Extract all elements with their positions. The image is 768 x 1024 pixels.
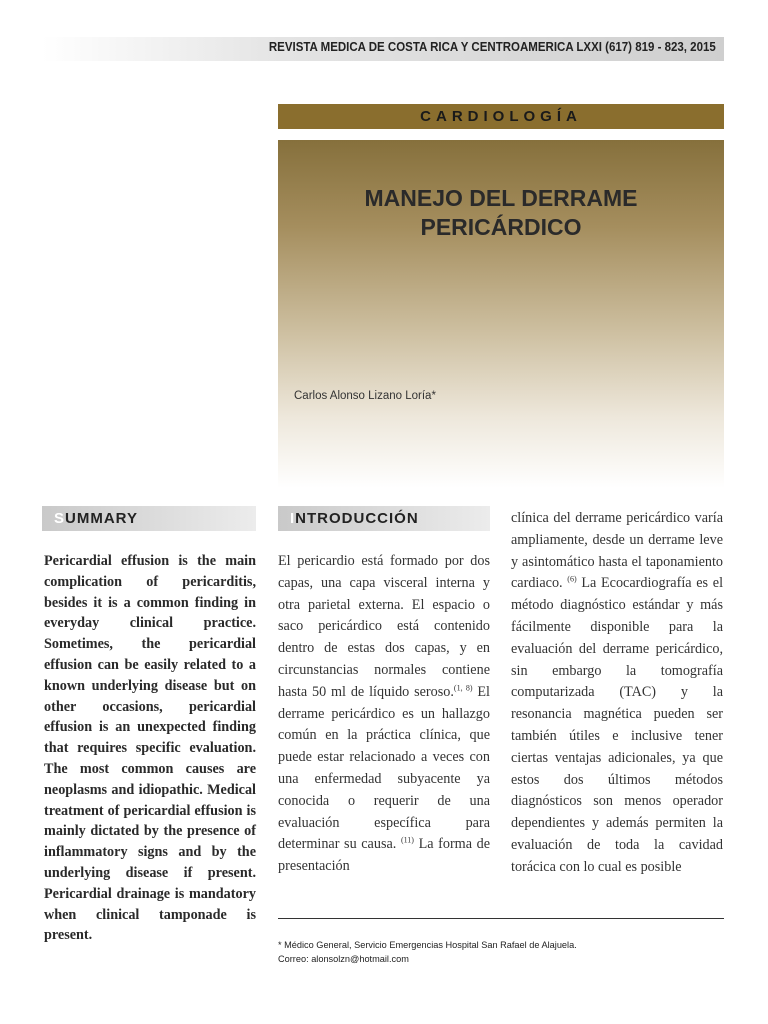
reference-1: (1, 8) xyxy=(453,683,473,693)
footnote-divider xyxy=(278,918,724,919)
intro-heading: INTRODUCCIÓN xyxy=(290,510,419,527)
intro-column-2-part-a: clínica del derrame pericárdico varía ampliamente, desde un derrame leve y asintomático hasta el taponamiento cardiaco. xyxy=(511,510,723,592)
journal-citation: REVISTA MEDICA DE COSTA RICA Y CENTROAMERICA LXXI (617) 819 - 823, 2015 xyxy=(269,40,716,54)
intro-column-2-part-b: La Ecocardiografía es el método diagnóstico estándar y más fácilmente disponible para la evaluación del derrame pericárdico, sin embargo la tomografía computarizada (TAC) y la resonancia magnética pueden ser también útiles e inclusive tener ciertas ventajas adicionales, ya que estos dos últimos métodos diagnósticos son menos operador dependientes y además permiten la evaluación de toda la cavidad torácica con lo cual es posible xyxy=(511,575,724,875)
intro-paragraph-3: La forma de presentación xyxy=(278,836,491,875)
title-line-1: MANEJO DEL DERRAME xyxy=(364,185,638,211)
summary-heading-bar xyxy=(42,506,256,531)
intro-column-1 xyxy=(278,551,490,878)
intro-paragraph-2: El derrame pericárdico es un hallazgo común en la práctica clínica, que puede estar relacionado a veces con una enfermedad subyacente ya conocida o requerir de una evaluación específica para determinar su causa. xyxy=(278,683,490,853)
title-line-2: PERICÁRDICO xyxy=(420,214,582,240)
reference-3: (6) xyxy=(567,574,577,584)
intro-paragraph-1: El pericardio está formado por dos capas, una capa visceral interna y otra parietal externa. El espacio o saco pericárdico está contenido dentro de estas dos capas, y en circunstancias normales contiene hasta 50 ml de líquido seroso. xyxy=(278,553,490,700)
title-box xyxy=(278,140,724,488)
author-name: Carlos Alonso Lizano Loría* xyxy=(294,390,436,402)
article-title xyxy=(278,184,724,242)
footnote-email: Correo: alonsolzn@hotmail.com xyxy=(278,953,409,964)
intro-column-2 xyxy=(511,508,723,879)
section-banner xyxy=(278,104,724,129)
journal-header xyxy=(42,37,724,61)
reference-2: (11) xyxy=(400,835,414,845)
summary-heading: SUMMARY xyxy=(54,510,138,527)
footnote-affiliation: * Médico General, Servicio Emergencias Hospital San Rafael de Alajuela. xyxy=(278,940,577,950)
intro-heading-bar xyxy=(278,506,490,531)
section-label: CARDIOLOGÍA xyxy=(420,108,582,125)
summary-text: Pericardial effusion is the main complication of pericarditis, besides it is a common finding in everyday clinical practice. Sometimes, the pericardial effusion can be easily related to a known underlying disease but on other occasions, pericardial effusion is an unexpected finding that requires specific evaluation. The most common causes are neoplasms and idiopathic. Medical treatment of pericardial effusion is mainly dictated by the presence of inflammatory signs and by the underlying disease if present. Pericardial drainage is mandatory when clinical tamponade is present. xyxy=(44,553,256,944)
footnote xyxy=(278,939,577,966)
